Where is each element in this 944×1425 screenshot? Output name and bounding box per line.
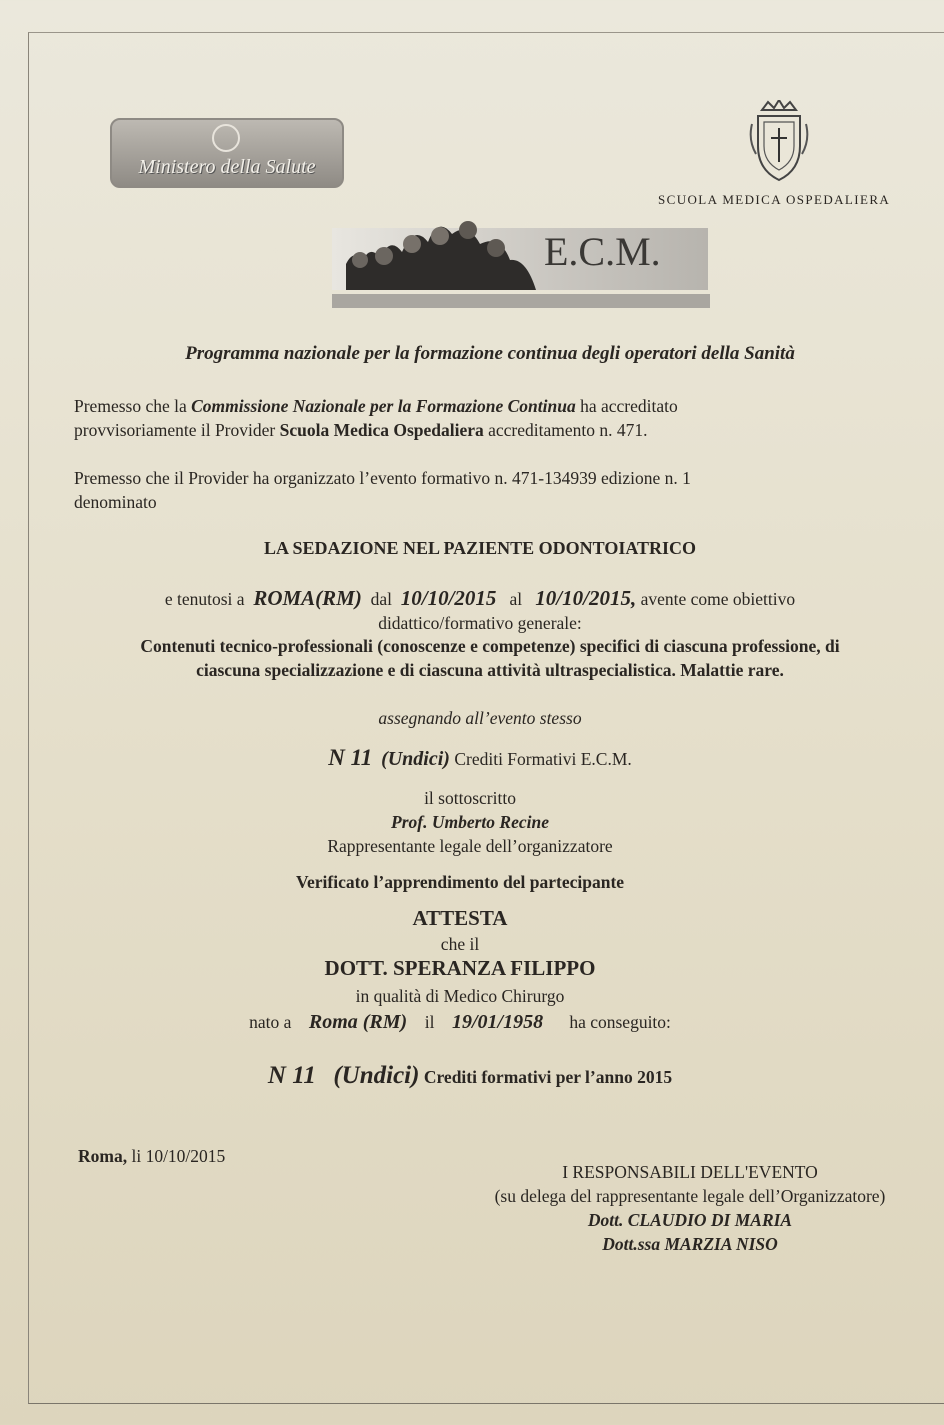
responsible-name: Dott.ssa MARZIA NISO: [602, 1234, 778, 1254]
text: Crediti formativi per l’anno 2015: [423, 1067, 673, 1087]
objective-line: ciascuna specializzazione e di ciascuna attività ultraspecialistica. Malattie rare.: [196, 660, 784, 680]
attesta-heading: ATTESTA: [412, 906, 508, 930]
commission-name: Commissione Nazionale per la Formazione Continua: [191, 396, 576, 416]
credits-number: N 11: [328, 745, 373, 770]
place: Roma,: [78, 1146, 128, 1166]
text: didattico/formativo generale:: [378, 613, 582, 633]
text: provvisoriamente il Provider: [74, 420, 280, 440]
text: il sottoscritto: [424, 788, 516, 808]
responsible-name: Dott. CLAUDIO DI MARIA: [587, 1210, 793, 1230]
text: ha conseguito:: [569, 1012, 671, 1032]
ecm-logo-text: E.C.M.: [544, 229, 661, 274]
event-place: ROMA(RM): [253, 586, 362, 610]
date-to: 10/10/2015,: [535, 586, 637, 610]
birth-date: 19/01/1958: [451, 1011, 544, 1033]
event-title: LA SEDAZIONE NEL PAZIENTE ODONTOIATRICO: [263, 538, 697, 558]
paragraph-accreditation: [74, 394, 678, 442]
signatory: [40, 786, 900, 858]
text: Crediti Formativi E.C.M.: [454, 749, 632, 769]
text: accreditamento n. 471.: [483, 420, 648, 440]
birth-line: [30, 1010, 890, 1034]
credits-number: N 11: [267, 1062, 316, 1089]
place-date: [78, 1144, 225, 1168]
text: che il: [440, 934, 480, 954]
year-credits: [40, 1064, 900, 1089]
delegation-text: (su delega del rappresentante legale dell’Organizzatore): [494, 1186, 886, 1206]
text: denominato: [74, 492, 157, 512]
paragraph-event: [74, 466, 691, 514]
people-illustration-icon: [340, 214, 540, 290]
credits-words: (Undici): [381, 748, 450, 770]
provider-name: Scuola Medica Ospedaliera: [279, 420, 484, 440]
date: li 10/10/2015: [127, 1146, 226, 1166]
text: Premesso che la: [74, 396, 192, 416]
qualification: in qualità di Medico Chirurgo: [355, 986, 565, 1006]
ministry-logo-text: Ministero della Salute: [138, 156, 316, 178]
location-line: [50, 586, 910, 635]
participant-name: DOTT. SPERANZA FILIPPO: [324, 956, 596, 980]
assigning-text: assegnando all’evento stesso: [378, 708, 582, 728]
credits-words: (Undici): [333, 1062, 420, 1089]
text: e tenutosi a: [164, 589, 245, 609]
event-credits: [50, 746, 910, 771]
date-from: 10/10/2015: [400, 586, 497, 610]
text: dal: [370, 589, 392, 609]
text: avente come obiettivo: [640, 589, 796, 609]
text: nato a: [249, 1012, 292, 1032]
signatory-name: Prof. Umberto Recine: [391, 812, 549, 832]
responsibles: [440, 1160, 940, 1256]
ecm-logo: [332, 214, 710, 310]
emblem-icon: [212, 124, 240, 152]
programme-title: Programma nazionale per la formazione continua degli operatori della Sanità: [185, 343, 795, 364]
school-crest-icon: [748, 100, 810, 184]
objective-line: Contenuti tecnico-professionali (conoscenze e competenze) specifici di ciascuna professione, di: [140, 636, 840, 656]
text: Premesso che il Provider ha organizzato l’evento formativo n. 471-134939 edizione n. 1: [74, 468, 691, 488]
signatory-role: Rappresentante legale dell’organizzatore: [327, 836, 613, 856]
text: il: [424, 1012, 435, 1032]
verified-text: Verificato l’apprendimento del partecipante: [295, 872, 625, 892]
text: ha accreditato: [575, 396, 678, 416]
responsibles-title: I RESPONSABILI DELL'EVENTO: [562, 1162, 818, 1182]
ministry-logo: [110, 118, 344, 188]
objective: [50, 634, 930, 682]
birth-place: Roma (RM): [308, 1011, 408, 1033]
school-name: SCUOLA MEDICA OSPEDALIERA: [658, 192, 891, 207]
text: al: [509, 589, 523, 609]
